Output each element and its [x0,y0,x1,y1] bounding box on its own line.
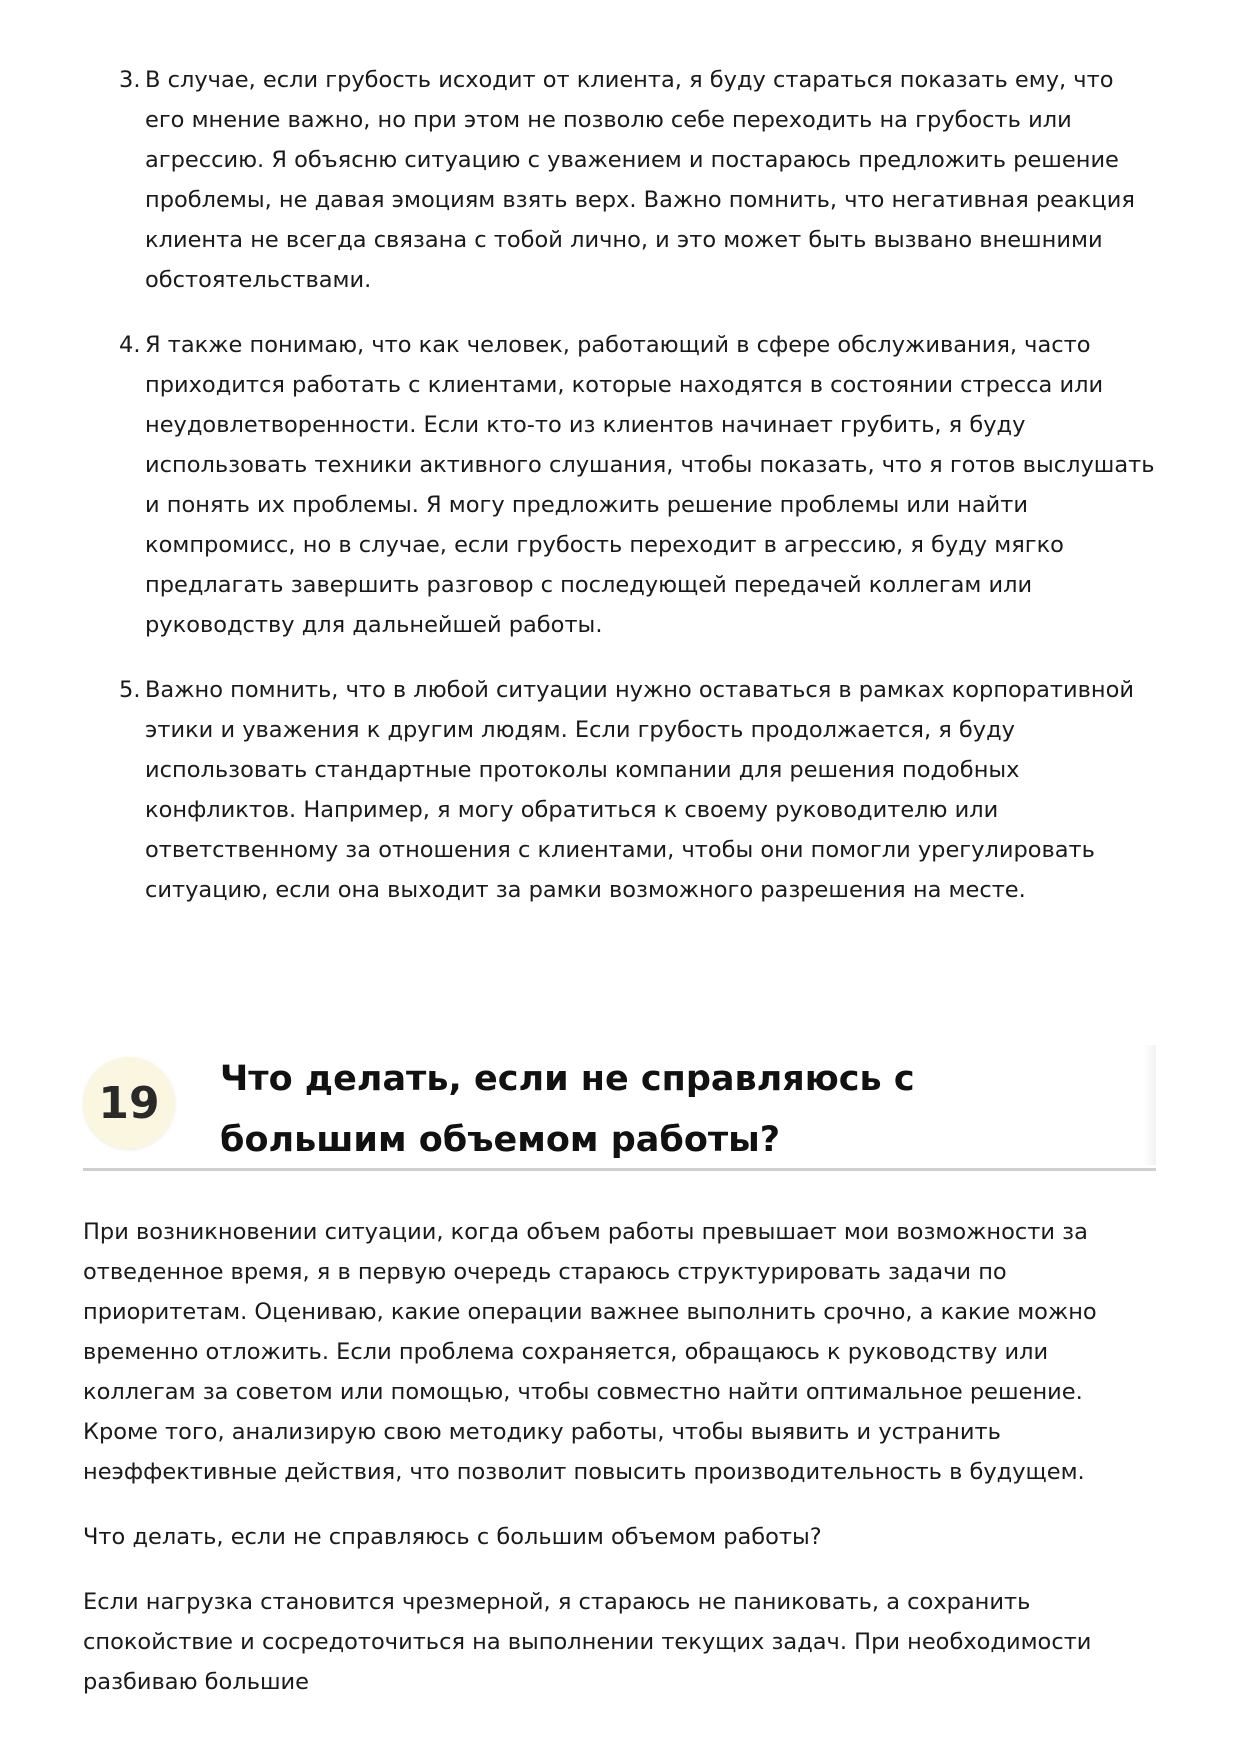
paragraph: Если нагрузка становится чрезмерной, я стараюсь не паниковать, а сохранить спокойствие и сосредоточиться на выполнении текущих задач. При необходимости разбиваю большие [83,1589,1092,1695]
paragraph: Что делать, если не справляюсь с большим объемом работы? [83,1524,822,1550]
list-item [83,670,1156,910]
question-title: Что делать, если не справляюсь с большим объемом работы? [220,1059,915,1160]
list-item-number: 3. [119,67,141,93]
list-item-text: Важно помнить, что в любой ситуации нужно оставаться в рамках корпоративной этики и уважения к другим людям. Если грубость продолжается, я буду использовать стандартные протоколы компании для решения подобных конфликтов. Например, я могу обратиться к своему руководителю или ответственному за отношения с клиентами, чтобы они помогли урегулировать ситуацию, если она выходит за рамки возможного разрешения на месте. [145,677,1134,903]
list-item-text: Я также понимаю, что как человек, работающий в сфере обслуживания, часто приходится работать с клиентами, которые находятся в состоянии стресса или неудовлетворенности. Если кто-то из клиентов начинает грубить, я буду использовать техники активного слушания, чтобы показать, что я готов выслушать и понять их проблемы. Я могу предложить решение проблемы или найти компромисс, но в случае, если грубость переходит в агрессию, я буду мягко предлагать завершить разговор с последующей передачей коллегам или руководству для дальнейшей работы. [145,332,1155,638]
question-number-badge: 19 [83,1057,175,1149]
paragraph: При возникновении ситуации, когда объем работы превышает мои возможности за отведенное время, я в первую очередь стараюсь структурировать задачи по приоритетам. Оцениваю, какие операции важнее выполнить срочно, а какие можно временно отложить. Если проблема сохраняется, обращаюсь к руководству или коллегам за советом или помощью, чтобы совместно найти оптимальное решение. Кроме того, анализирую свою методику работы, чтобы выявить и устранить неэффективные действия, что позволит повысить производительность в будущем. [83,1219,1097,1485]
list-item-number: 5. [119,677,141,703]
list-item [83,60,1156,300]
answer-list-section [83,60,1156,935]
heading-shade [1144,1045,1156,1165]
question-heading [83,1045,1156,1171]
list-item-text: В случае, если грубость исходит от клиента, я буду стараться показать ему, что его мнение важно, но при этом не позволю себе переходить на грубость или агрессию. Я объясню ситуацию с уважением и постараюсь предложить решение проблемы, не давая эмоциям взять верх. Важно помнить, что негативная реакция клиента не всегда связана с тобой лично, и это может быть вызвано внешними обстоятельствами. [145,67,1135,293]
answer-body [83,1212,1163,1727]
answer-list [83,60,1156,910]
list-item-number: 4. [119,332,141,358]
list-item [83,325,1156,645]
